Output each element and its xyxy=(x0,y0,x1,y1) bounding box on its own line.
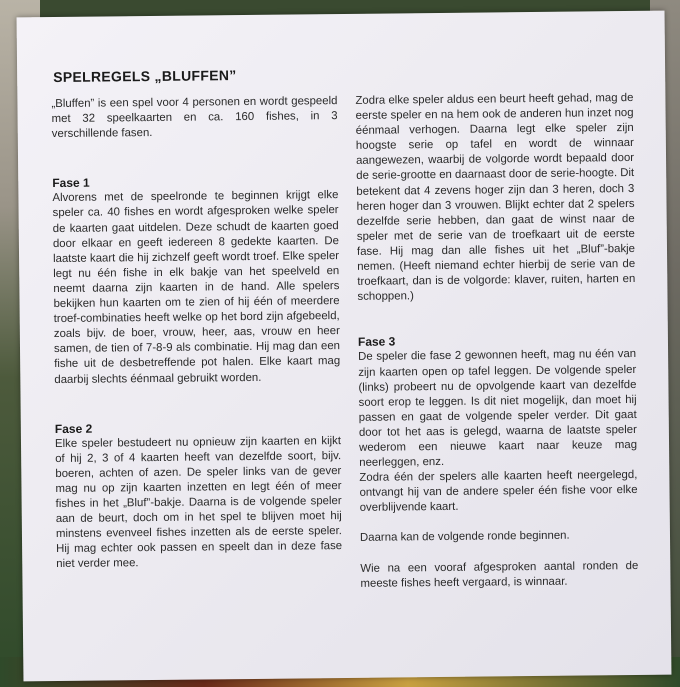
fase1-text: Alvorens met de speelronde te beginnen krijgt elke speler ca. 40 fishes en wordt afgesproken welke speler de kaarten gaat uitdelen. Deze schudt de kaarten goed door elkaar en geeft iedereen 8 gedekte kaarten. De laatste kaart die hij zichzelf geeft wordt troef. Elke speler legt nu één fishe in elk bakje van het speelveld en neemt daarna zijn kaarten in de hand. Alle spelers bekijken hun kaarten om te zien of hij één of meerdere troef-combinaties heeft welke op het bord zijn afgebeeld, zoals bijv. de boer, vrouw, heer, aas, vrouw en heer samen, de tien of 7-8-9 als combinatie. Hij mag dan een fishe uit de desbetreffende pot halen. Elke kaart mag daarbij slechts éénmaal gebruikt worden. xyxy=(52,189,341,386)
fase3-text-1: De speler die fase 2 gewonnen heeft, mag nu één van zijn kaarten open op tafel leggen. De volgende speler (links) probeert nu de opvolgende kaart van dezelfde soort erop te leggen. Is dit niet mogelijk, dan moet hij passen en gaat de volgende speler verder. Dit gaat door tot het aas is gelegd, waarna de laatste speler wederom een nieuwe kaart naar keuze mag neerleggen, enz. xyxy=(358,348,638,469)
fase1-heading: Fase 1 xyxy=(52,175,90,191)
fase3-heading: Fase 3 xyxy=(357,334,396,350)
fase2-continuation: Zodra elke speler aldus een beurt heeft gehad, mag de eerste speler en na hem ook de anderen hun inzet nog éénmaal verhogen. Daarna legt elke speler zijn hoogste serie op tafel en wordt de winnaar aangewezen, waarbij de volgorde wordt bepaald door de serie-grootte en daarnaast door de serie-hoogte. Dit betekent dat 4 zevens hoger zijn dan 3 heren, doch 3 heren hoger dan 3 vrouwen. Blijkt echter dat 2 spelers dezelfde serie hebben, dan gaat de winst naar de speler met de serie van de troefkaart uit de eerste fase. Hij mag dan alle fishes uit het „Bluf”-bakje nemen. (Heeft niemand echter hierbij de serie van de troefkaart, dan is de volgorde: klaver, ruiten, harten en schoppen.) xyxy=(355,91,636,304)
rules-sheet xyxy=(17,11,672,682)
fase3-text-2: Zodra één der spelers alle kaarten heeft neergelegd, ontvangt hij van de andere speler één fishe voor elke overblijvende kaart. xyxy=(359,469,638,515)
fase2-heading: Fase 2 xyxy=(54,421,93,436)
right-column xyxy=(355,91,638,592)
fase3-text-4: Wie na een vooraf afgesproken aantal ronden de meeste fishes heeft vergaard, is winnaar. xyxy=(360,559,639,590)
intro-paragraph: „Bluffen” is een spel voor 4 personen en wordt gespeeld met 32 speelkaarten en ca. 160 fishes, in 3 verschillende fasen. xyxy=(51,95,338,141)
left-column xyxy=(51,94,342,573)
page-title: SPELREGELS „BLUFFEN” xyxy=(53,67,237,86)
fase3-text-3: Daarna kan de volgende ronde beginnen. xyxy=(359,530,570,545)
fase2-text: Elke speler bestudeert nu opnieuw zijn kaarten en kijkt of hij 2, 3 of 4 kaarten heeft van dezelfde soort, bijv. boeren, achten of azen. De speler links van de gever mag nu op zijn kaarten inzetten en legt één of meer fishes in het „Bluf”-bakje. Daarna is de volgende speler aan de beurt, doch om in het spel te blijven moet hij minstens evenveel fishes inzetten als de eerste speler. Hij mag echter ook passen en speelt dan in deze fase niet verder mee. xyxy=(54,434,343,571)
